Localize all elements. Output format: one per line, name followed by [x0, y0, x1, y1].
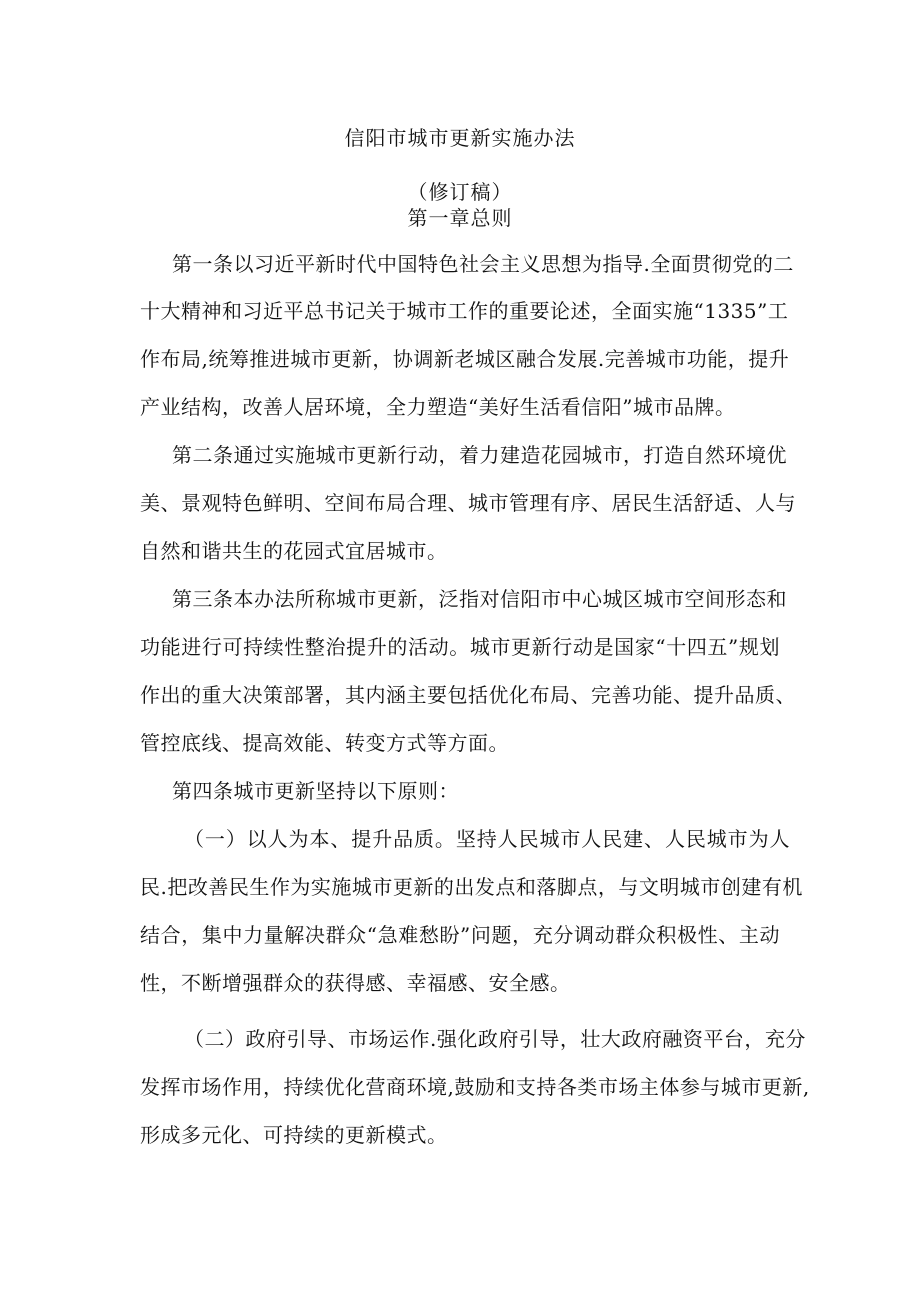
article-4-line-1: 第四条城市更新坚持以下原则：	[172, 779, 459, 803]
article-1-line-2: 十大精神和习近平总书记关于城市工作的重要论述，全面实施“1335”工	[140, 299, 789, 323]
principle-2-line-3: 形成多元化、可持续的更新模式。	[140, 1123, 448, 1147]
article-2-line-2: 美、景观特色鲜明、空间布局合理、城市管理有序、居民生活舒适、人与	[140, 491, 796, 515]
article-1-line-4: 产业结构，改善人居环境，全力塑造“美好生活看信阳”城市品牌。	[140, 395, 736, 419]
principle-1-line-3: 结合，集中力量解决群众“急难愁盼”问题，充分调动群众积极性、主动	[140, 923, 780, 947]
article-1-line-1: 第一条以习近平新时代中国特色社会主义思想为指导.全面贯彻党的二	[172, 252, 794, 276]
article-1-line-3: 作布局,统筹推进城市更新，协调新老城区融合发展.完善城市功能，提升	[140, 347, 790, 371]
principle-1-line-4: 性，不断增强群众的获得感、幸福感、安全感。	[140, 971, 571, 995]
article-2-line-3: 自然和谐共生的花园式宜居城市。	[140, 539, 448, 563]
document-title: 信阳市城市更新实施办法	[344, 126, 576, 150]
article-3-line-2: 功能进行可持续性整治提升的活动。城市更新行动是国家“十四五”规划	[140, 635, 780, 659]
principle-2-line-2: 发挥市场作用，持续优化营商环境,鼓励和支持各类市场主体参与城市更新,	[140, 1075, 810, 1099]
article-2-line-1: 第二条通过实施城市更新行动，着力建造花园城市，打造自然环境优	[172, 443, 787, 467]
document-subtitle: （修订稿）	[407, 180, 513, 204]
article-3-line-4: 管控底线、提高效能、转变方式等方面。	[140, 731, 509, 755]
article-3-line-1: 第三条本办法所称城市更新，泛指对信阳市中心城区城市空间形态和	[172, 587, 787, 611]
article-3-line-3: 作出的重大决策部署，其内涵主要包括优化布局、完善功能、提升品质、	[140, 683, 796, 707]
chapter-heading: 第一章总则	[407, 206, 513, 230]
principle-1-line-2: 民.把改善民生作为实施城市更新的出发点和落脚点，与文明城市创建有机	[140, 875, 803, 899]
principle-2-line-1: （二）政府引导、市场运作.强化政府引导，壮大政府融资平台，充分	[184, 1027, 806, 1051]
principle-1-line-1: （一）以人为本、提升品质。坚持人民城市人民建、人民城市为人	[184, 827, 790, 851]
